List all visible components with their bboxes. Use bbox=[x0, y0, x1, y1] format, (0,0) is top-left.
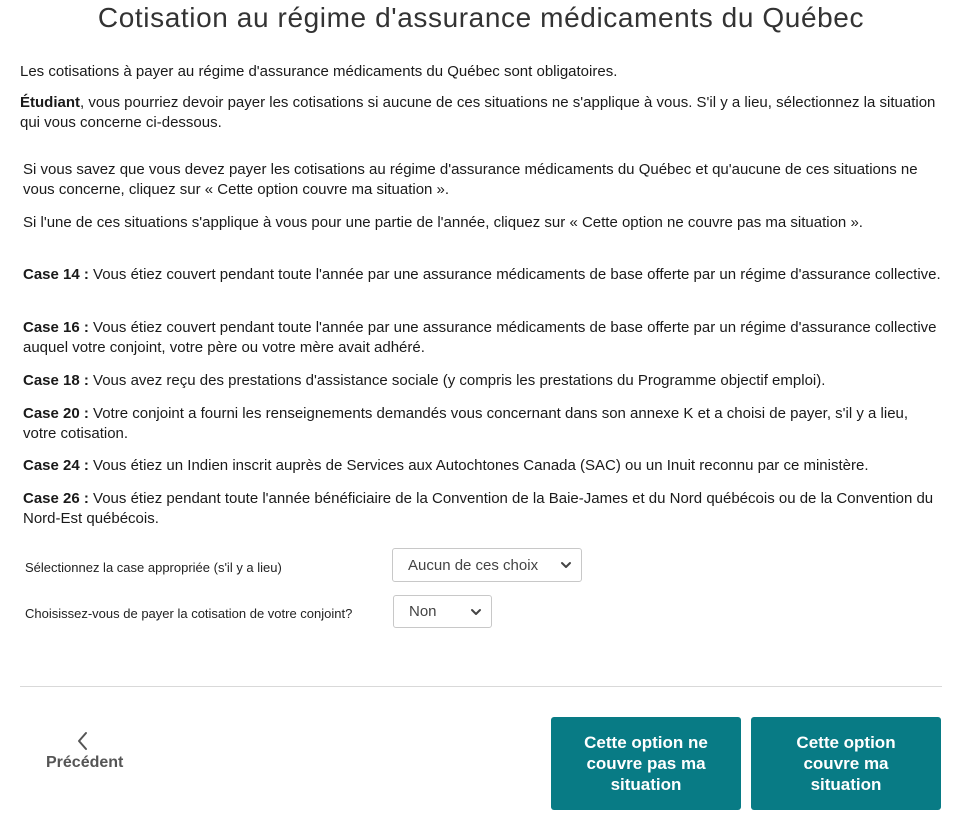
case-label: Case 20 : bbox=[23, 405, 89, 422]
case-label: Case 18 : bbox=[23, 372, 89, 389]
student-bold-label: Étudiant bbox=[20, 94, 80, 111]
instruction-covered: Si vous savez que vous devez payer les cotisations au régime d'assurance médicaments du Québec et qu'aucune de ces situations ne vous concerne, cliquez sur « Cette option couvre ma situation ». bbox=[23, 161, 918, 198]
case-select-label: Sélectionnez la case appropriée (s'il y a lieu) bbox=[25, 560, 282, 575]
spouse-select-label: Choisissez-vous de payer la cotisation de votre conjoint? bbox=[25, 606, 353, 621]
spouse-select[interactable] bbox=[393, 595, 492, 628]
case-text: Vous étiez couvert pendant toute l'année par une assurance médicaments de base offerte par un régime d'assurance collective auquel votre conjoint, votre père ou votre mère avait adhéré. bbox=[23, 319, 937, 356]
case-item bbox=[23, 404, 943, 444]
previous-label: Précédent bbox=[46, 754, 124, 771]
spouse-select-value: Non bbox=[409, 603, 437, 620]
case-item bbox=[23, 265, 943, 285]
chevron-down-icon bbox=[557, 556, 575, 574]
chevron-down-icon bbox=[467, 603, 485, 621]
case-text: Vous étiez pendant toute l'année bénéficiaire de la Convention de la Baie-James et du Nord québécois ou de la Convention du Nord-Est québécois. bbox=[23, 490, 934, 527]
divider bbox=[20, 686, 942, 687]
case-text: Vous étiez couvert pendant toute l'année par une assurance médicaments de base offerte par un régime d'assurance collective. bbox=[88, 266, 941, 283]
case-label: Case 16 : bbox=[23, 319, 89, 336]
case-item bbox=[23, 318, 943, 358]
covered-label: Cette option couvre ma situation bbox=[796, 733, 896, 794]
covered-button[interactable] bbox=[751, 717, 941, 810]
previous-button[interactable] bbox=[40, 728, 136, 778]
case-item bbox=[23, 371, 943, 391]
case-label: Case 24 : bbox=[23, 457, 89, 474]
case-text: Vous étiez un Indien inscrit auprès de Services aux Autochtones Canada (SAC) ou un Inuit reconnu par ce ministère. bbox=[88, 457, 869, 474]
chevron-left-icon bbox=[75, 730, 91, 752]
case-select[interactable] bbox=[392, 548, 582, 582]
student-text: , vous pourriez devoir payer les cotisations si aucune de ces situations ne s'applique à vous. S'il y a lieu, sélectionnez la situation qui vous concerne ci-dessous. bbox=[20, 94, 936, 131]
case-text: Votre conjoint a fourni les renseignements demandés vous concernant dans son annexe K et a choisi de payer, s'il y a lieu, votre cotisation. bbox=[23, 405, 909, 442]
case-select-value: Aucun de ces choix bbox=[408, 556, 539, 574]
student-paragraph bbox=[20, 93, 940, 133]
instruction-not-covered: Si l'une de ces situations s'applique à vous pour une partie de l'année, cliquez sur « Cette option ne couvre pas ma situation ». bbox=[23, 214, 863, 231]
case-item bbox=[23, 456, 943, 476]
page-title: Cotisation au régime d'assurance médicaments du Québec bbox=[97, 2, 865, 33]
case-label: Case 26 : bbox=[23, 490, 89, 507]
not-covered-label: Cette option ne couvre pas ma situation bbox=[584, 733, 708, 794]
case-label: Case 14 : bbox=[23, 266, 89, 283]
case-item bbox=[23, 489, 943, 529]
case-text: Vous avez reçu des prestations d'assistance sociale (y compris les prestations du Programme objectif emploi). bbox=[88, 372, 826, 389]
not-covered-button[interactable] bbox=[551, 717, 741, 810]
intro-text: Les cotisations à payer au régime d'assurance médicaments du Québec sont obligatoires. bbox=[20, 63, 618, 80]
